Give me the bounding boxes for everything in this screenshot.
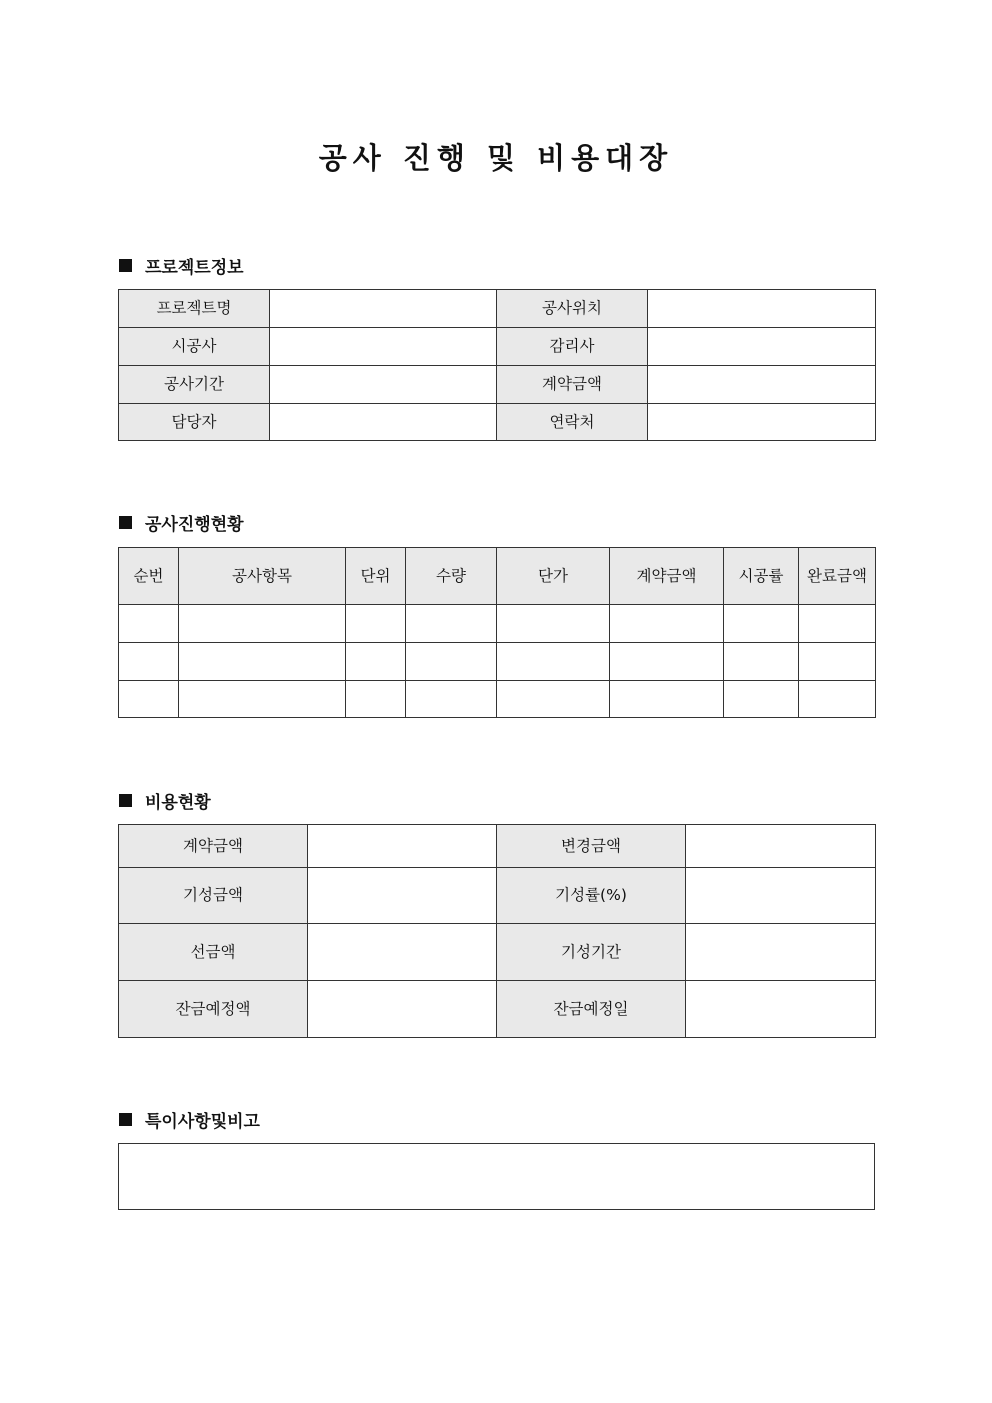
table-row <box>119 605 876 643</box>
field-value[interactable] <box>270 290 497 328</box>
field-label: 프로젝트명 <box>119 290 270 328</box>
field-value[interactable] <box>686 825 876 868</box>
field-value[interactable] <box>270 404 497 441</box>
field-value[interactable] <box>308 868 497 924</box>
column-header: 완료금액 <box>799 548 876 605</box>
field-value[interactable] <box>686 924 876 981</box>
table-cell[interactable] <box>346 605 406 643</box>
field-value[interactable] <box>686 981 876 1038</box>
field-value[interactable] <box>308 924 497 981</box>
field-value[interactable] <box>308 825 497 868</box>
table-cell[interactable] <box>119 605 179 643</box>
field-value[interactable] <box>648 366 876 404</box>
column-header: 시공률 <box>724 548 799 605</box>
table-row <box>119 825 876 868</box>
section-heading-costs <box>119 789 211 811</box>
field-label: 계약금액 <box>497 366 648 404</box>
square-bullet-icon <box>119 1113 132 1126</box>
table-cell[interactable] <box>799 681 876 718</box>
column-header: 순번 <box>119 548 179 605</box>
field-label: 계약금액 <box>119 825 308 868</box>
remarks-table <box>118 1143 875 1210</box>
table-row <box>119 328 876 366</box>
field-label: 기성기간 <box>497 924 686 981</box>
section-heading-project-info <box>119 254 244 276</box>
field-label: 감리사 <box>497 328 648 366</box>
table-cell[interactable] <box>119 681 179 718</box>
table-row <box>119 981 876 1038</box>
table-cell[interactable] <box>497 605 610 643</box>
table-cell[interactable] <box>406 605 497 643</box>
section-title: 특이사항및비고 <box>145 1111 260 1132</box>
column-header: 수량 <box>406 548 497 605</box>
field-label: 변경금액 <box>497 825 686 868</box>
field-value[interactable] <box>648 404 876 441</box>
field-label: 잔금예정일 <box>497 981 686 1038</box>
table-cell[interactable] <box>179 605 346 643</box>
section-title: 공사진행현황 <box>145 514 244 535</box>
section-title: 프로젝트정보 <box>145 257 244 278</box>
table-cell[interactable] <box>610 681 724 718</box>
table-cell[interactable] <box>346 643 406 681</box>
table-cell[interactable] <box>799 643 876 681</box>
square-bullet-icon <box>119 516 132 529</box>
table-cell[interactable] <box>610 643 724 681</box>
table-cell[interactable] <box>724 605 799 643</box>
remarks-field[interactable] <box>119 1144 875 1210</box>
field-value[interactable] <box>308 981 497 1038</box>
progress-table <box>118 547 876 718</box>
table-cell[interactable] <box>406 681 497 718</box>
table-row <box>119 868 876 924</box>
table-row <box>119 290 876 328</box>
table-cell[interactable] <box>346 681 406 718</box>
field-label: 공사기간 <box>119 366 270 404</box>
table-cell[interactable] <box>497 643 610 681</box>
table-row <box>119 924 876 981</box>
field-label: 연락처 <box>497 404 648 441</box>
field-value[interactable] <box>270 366 497 404</box>
table-cell[interactable] <box>799 605 876 643</box>
table-row <box>119 681 876 718</box>
field-label: 담당자 <box>119 404 270 441</box>
table-cell[interactable] <box>610 605 724 643</box>
table-cell[interactable] <box>119 643 179 681</box>
table-row <box>119 643 876 681</box>
field-label: 기성률(%) <box>497 868 686 924</box>
field-value[interactable] <box>648 290 876 328</box>
field-label: 선금액 <box>119 924 308 981</box>
field-value[interactable] <box>648 328 876 366</box>
column-header: 단위 <box>346 548 406 605</box>
column-header: 공사항목 <box>179 548 346 605</box>
section-heading-progress <box>119 511 244 533</box>
field-label: 공사위치 <box>497 290 648 328</box>
table-cell[interactable] <box>179 643 346 681</box>
section-title: 비용현황 <box>145 792 211 813</box>
page-title: 공사 진행 및 비용대장 <box>318 141 674 175</box>
field-label: 잔금예정액 <box>119 981 308 1038</box>
square-bullet-icon <box>119 794 132 807</box>
section-heading-remarks <box>119 1108 260 1130</box>
field-label: 시공사 <box>119 328 270 366</box>
table-row <box>119 366 876 404</box>
table-row <box>119 404 876 441</box>
field-label: 기성금액 <box>119 868 308 924</box>
table-cell[interactable] <box>406 643 497 681</box>
table-row <box>119 1144 875 1210</box>
field-value[interactable] <box>686 868 876 924</box>
table-cell[interactable] <box>497 681 610 718</box>
column-header: 단가 <box>497 548 610 605</box>
table-cell[interactable] <box>724 643 799 681</box>
project-info-table <box>118 289 876 441</box>
table-cell[interactable] <box>724 681 799 718</box>
square-bullet-icon <box>119 259 132 272</box>
costs-table <box>118 824 876 1038</box>
column-header: 계약금액 <box>610 548 724 605</box>
table-header-row <box>119 548 876 605</box>
table-cell[interactable] <box>179 681 346 718</box>
field-value[interactable] <box>270 328 497 366</box>
